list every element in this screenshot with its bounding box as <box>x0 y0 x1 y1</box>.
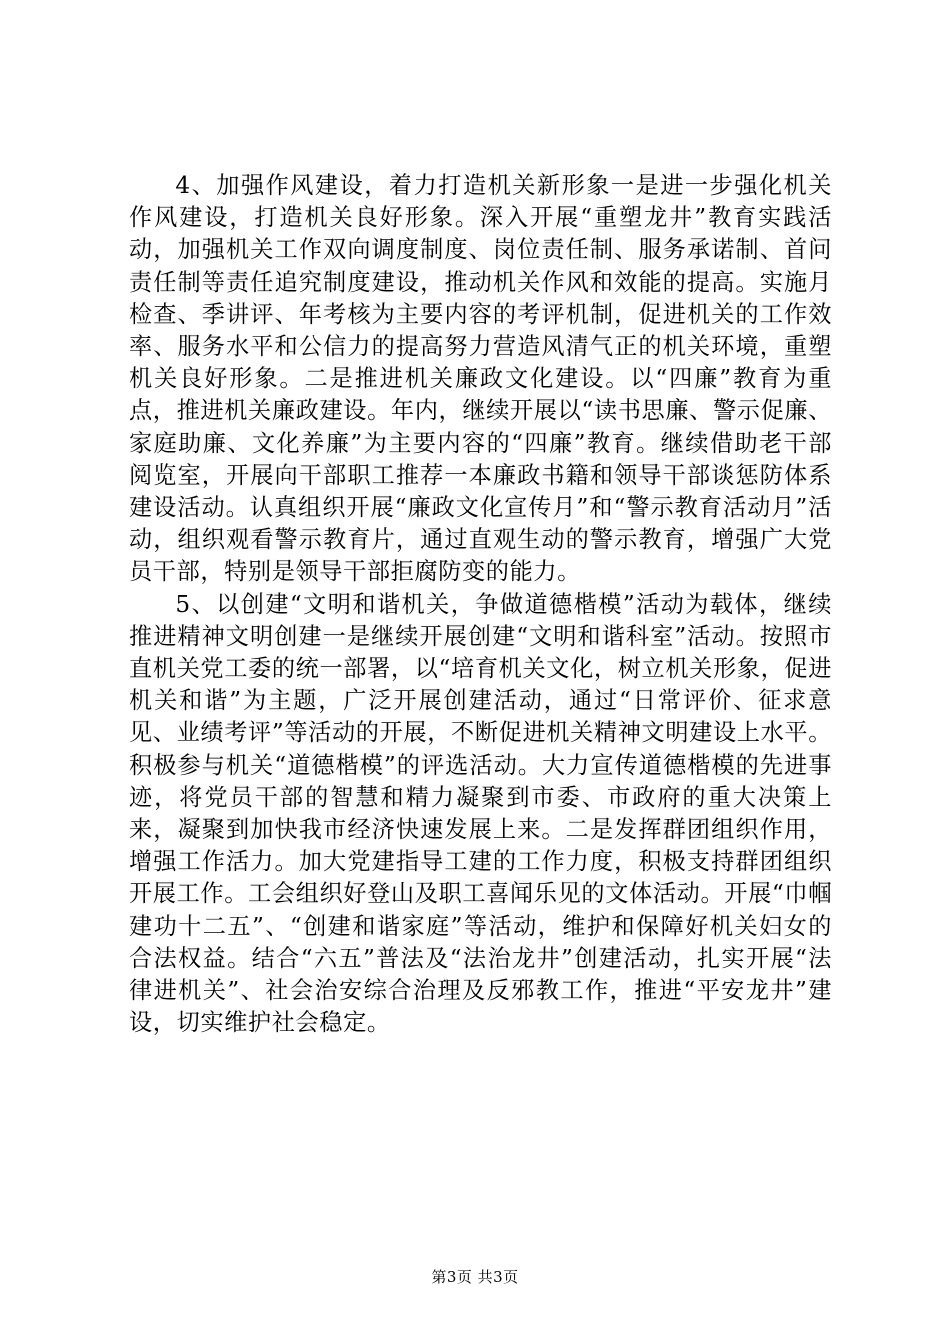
paragraph-4: 4、加强作风建设，着力打造机关新形象一是进一步强化机关作风建设，打造机关良好形象。深入开展“重塑龙井”教育实践活动，加强机关工作双向调度制度、岗位责任制、服务承诺制、首问责任制等责任追究制度建设，推动机关作风和效能的提高。实施月检查、季讲评、年考核为主要内容的考评机制，促进机关的工作效率、服务水平和公信力的提高努力营造风清气正的机关环境，重塑机关良好形象。二是推进机关廉政文化建设。以“四廉”教育为重点，推进机关廉政建设。年内，继续开展以“读书思廉、警示促廉、家庭助廉、文化养廉”为主要内容的“四廉”教育。继续借助老干部阅览室，开展向干部职工推荐一本廉政书籍和领导干部谈惩防体系建设活动。认真组织开展“廉政文化宣传月”和“警示教育活动月”活动，组织观看警示教育片，通过直观生动的警示教育，增强广大党员干部，特别是领导干部拒腐防变的能力。 <box>129 172 832 586</box>
document-body <box>129 170 832 1039</box>
paragraph-5: 5、以创建“文明和谐机关，争做道德楷模”活动为载体，继续推进精神文明创建一是继续开展创建“文明和谐科室”活动。按照市直机关党工委的统一部署，以“培育机关文化，树立机关形象，促进机关和谐”为主题，广泛开展创建活动，通过“日常评价、征求意见、业绩考评”等活动的开展，不断促进机关精神文明建设上水平。积极参与机关“道德楷模”的评选活动。大力宣传道德楷模的先进事迹，将党员干部的智慧和精力凝聚到市委、市政府的重大决策上来，凝聚到加快我市经济快速发展上来。二是发挥群团组织作用，增强工作活力。加大党建指导工建的工作力度，积极支持群团组织开展工作。工会组织好登山及职工喜闻乐见的文体活动。开展“巾帼建功十二五”、“创建和谐家庭”等活动，维护和保障好机关妇女的合法权益。结合“六五”普法及“法治龙井”创建活动，扎实开展“法律进机关”、社会治安综合治理及反邪教工作，推进“平安龙井”建设，切实维护社会稳定。 <box>129 590 832 1037</box>
page-footer: 第3页 共3页 <box>431 1268 519 1286</box>
